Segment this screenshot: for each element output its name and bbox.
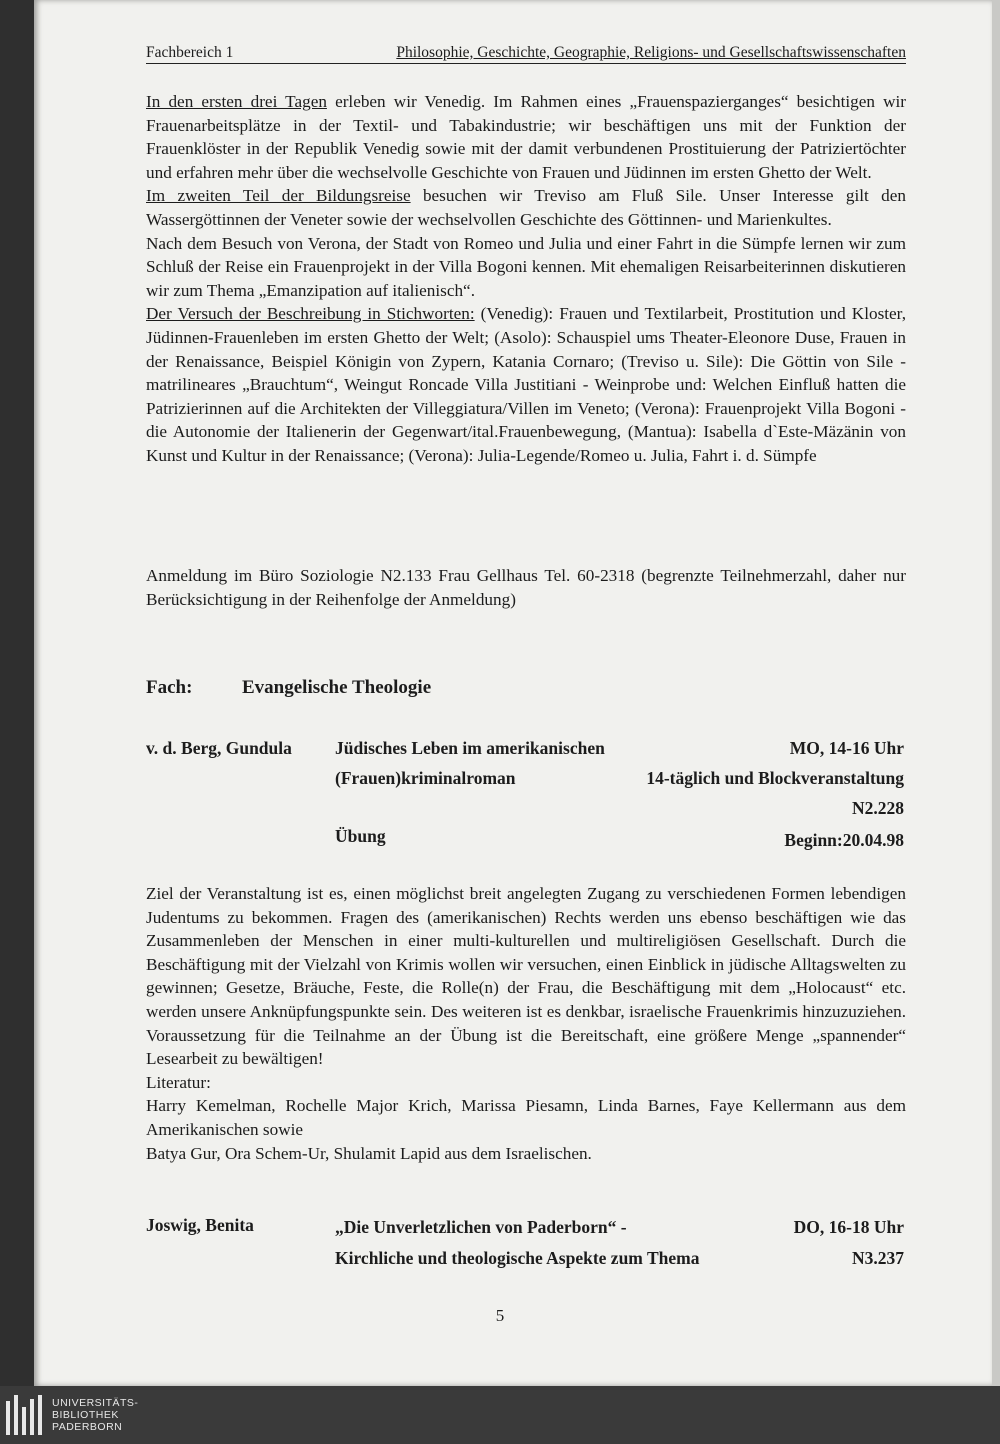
course2-room: N3.237	[851, 1248, 904, 1268]
course1-time: MO, 14-16 Uhr	[789, 738, 904, 758]
logo-line-3: PADERBORN	[52, 1421, 123, 1433]
intro-rest-2: besuchen wir Treviso am Fluß Sile. Unser Interesse gilt den Wassergöttinnen der Veneter sowie der wechselvollen Geschichte des Göttinnen- und Marienkultes.	[146, 186, 906, 229]
course2-time: DO, 16-18 Uhr	[793, 1217, 904, 1237]
course1-description-block	[146, 882, 906, 1165]
book-binding	[0, 0, 34, 1386]
literature-line-1: Harry Kemelman, Rochelle Major Krich, Marissa Piesamn, Linda Barnes, Faye Kellermann aus dem Amerikanischen sowie	[146, 1096, 906, 1139]
subject-heading	[146, 677, 431, 699]
header-left: Fachbereich 1	[146, 44, 234, 61]
course2-title-line2: Kirchliche und theologische Aspekte zum Thema	[335, 1248, 700, 1268]
intro-paragraph-2	[146, 184, 906, 231]
intro-rest-1: erleben wir Venedig. Im Rahmen eines „Frauenspazierganges“ besichtigen wir Frauenarbeitsplätze in der Textil- und Tabakindustrie; wir beschäftigen uns mit der Funktion der Frauenklöster in der Republik Venedig sowie mit der damit verbundenen Prostituierung der Patriziertöchter und erfahren mehr über die wechselvolle Geschichte von Frauen und Jüdinnen im ersten Ghetto der Welt.	[146, 92, 906, 182]
logo-line-1: UNIVERSITÄTS-	[52, 1397, 139, 1409]
scan-footer	[0, 1386, 1000, 1444]
course1-description: Ziel der Veranstaltung ist es, einen möglichst breit angelegten Zugang zu verschiedenen Formen lebendigen Judentums zu bekommen. Fragen des (amerikanischen) Rechts werden uns ebenso beschäftigen wie das Zusammenleben der Menschen in einer multi-kulturellen und multireligiösen Gesellschaft. Durch die Beschäftigung mit der Vielzahl von Krimis wollen wir versuchen, einen Einblick in jüdische Alltagswelten zu gewinnen; Gesetze, Bräuche, Feste, die Rolle(n) der Frau, die Beschäftigung mit dem „Holocaust“ etc. werden unsere Anknüpfungspunkte sein. Des weiteren ist es denkbar, israelische Frauenkrimis hinzuzuziehen. Voraussetzung für die Teilnahme an der Übung ist die Bereitschaft, eine größere Menge „spannender“ Lesearbeit zu bewältigen!	[146, 884, 906, 1069]
course2-title-line1: „Die Unverletzlichen von Paderborn“ -	[335, 1217, 627, 1237]
course1-title-line1: Jüdisches Leben im amerikanischen	[335, 738, 605, 758]
course1-type: Übung	[335, 826, 386, 846]
header-right: Philosophie, Geschichte, Geographie, Religions- und Gesellschaftswissenschaften	[396, 44, 906, 61]
course1-teacher: v. d. Berg, Gundula	[146, 738, 292, 758]
page-header	[146, 44, 906, 64]
intro-paragraph-1	[146, 90, 906, 184]
literature-line-2: Batya Gur, Ora Schem-Ur, Shulamit Lapid aus dem Israelischen.	[146, 1143, 592, 1163]
page-edge	[992, 0, 1000, 1386]
intro-paragraph-3: Nach dem Besuch von Verona, der Stadt von Romeo und Julia und einer Fahrt in die Sümpfe lernen wir zum Schluß der Reise ein Frauenprojekt in der Villa Bogoni kennen. Mit ehemaligen Reisarbeiterinnen diskutieren wir zum Thema „Emanzipation auf italienisch“.	[146, 233, 906, 300]
course2-teacher: Joswig, Benita	[146, 1215, 254, 1235]
course1-room: N2.228	[851, 798, 904, 818]
course1-rhythm: 14-täglich und Blockveranstaltung	[646, 768, 904, 788]
course1-title-line2: (Frauen)kriminalroman	[335, 768, 516, 788]
intro-rest-4: (Venedig): Frauen und Textilarbeit, Prostitution und Kloster, Jüdinnen-Frauenleben im ersten Ghetto der Welt; (Asolo): Schauspiel ums Theater-Eleonore Duse, Frauen in der Renaissance, Beispiel Königin von Zypern, Katania Cornaro; (Treviso u. Sile): Die Göttin von Sile - matrilineares „Brauchtum“, Weingut Roncade Villa Justitiani - Weinprobe und: Welchen Einfluß hatten die Patrizierinnen auf die Architekten der Villeggiatura/Villen im Veneto; (Verona): Frauenprojekt Villa Bogoni - die Autonomie der Italienerin der Gegenwart/ital.Frauenbewegung, (Mantua): Isabella d`Este-Mäzänin von Kunst und Kultur in der Renaissance; (Verona): Julia-Legende/Romeo u. Julia, Fahrt i. d. Sümpfe	[146, 304, 906, 465]
intro-lead-4: Der Versuch der Beschreibung in Stichworten:	[146, 304, 475, 324]
registration-text: Anmeldung im Büro Soziologie N2.133 Frau Gellhaus Tel. 60-2318 (begrenzte Teilnehmerzahl, daher nur Berücksichtigung in der Reihenfolge der Anmeldung)	[146, 566, 906, 609]
logo-line-2: BIBLIOTHEK	[52, 1409, 119, 1421]
intro-lead-2: Im zweiten Teil der Bildungsreise	[146, 186, 411, 206]
page-number: 5	[495, 1306, 505, 1325]
intro-lead-1: In den ersten drei Tagen	[146, 92, 327, 111]
subject-name: Evangelische Theologie	[242, 677, 432, 698]
literature-label: Literatur:	[146, 1072, 211, 1092]
library-logo-icon	[6, 1395, 42, 1435]
subject-label: Fach:	[146, 677, 193, 698]
intro-text	[146, 90, 906, 468]
library-logo-text	[52, 1397, 138, 1433]
library-logo	[6, 1393, 138, 1437]
course1-start: Beginn:20.04.98	[784, 830, 904, 850]
intro-paragraph-4	[146, 302, 906, 467]
